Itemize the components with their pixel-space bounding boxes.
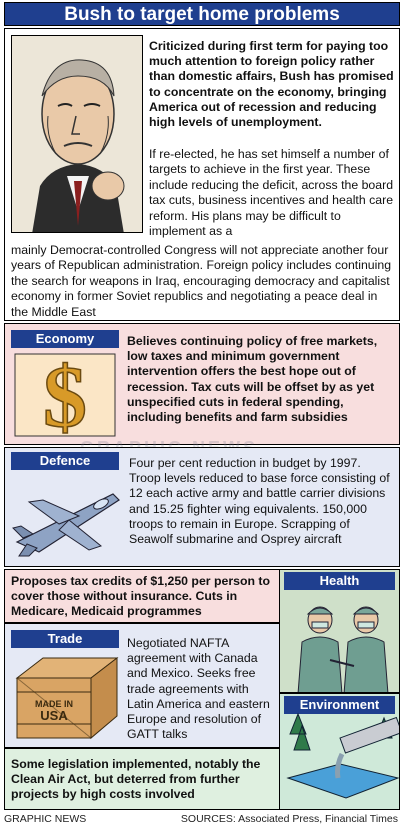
surgeons-illustration (279, 569, 400, 693)
shipping-crate-icon (13, 652, 121, 742)
health-text: Proposes tax credits of $1,250 per person to cover those without insurance. Cuts in Medicare, Medicaid programmes (11, 574, 271, 619)
footer-credit: GRAPHIC NEWS (4, 813, 87, 825)
footer-sources: SOURCES: Associated Press, Financial Times (180, 813, 398, 825)
svg-text:$: $ (43, 352, 87, 438)
defence-label: Defence (11, 452, 119, 470)
defence-panel (4, 447, 400, 567)
trade-panel (4, 623, 279, 748)
page-title: Bush to target home problems (4, 2, 400, 26)
intro-body-continued: mainly Democrat-controlled Congress will not appreciate another four years of Republican administration. Foreign policy includes continuing the search for weapons in Iraq, encouraging democracy and capitalist economy in former Soviet republics and negotiating a peace deal in the Middle East (11, 243, 392, 319)
intro-body-text: If re-elected, he has set himself a number of targets to achieve in the first year. These include reducing the deficit, across the board tax cuts, business incentives and health care reform. His plans may be difficult to implement as a (149, 147, 394, 239)
economy-label: Economy (11, 330, 119, 348)
trade-text: Negotiated NAFTA agreement with Canada and Mexico. Seeks free trade agreements with Latin America and eastern Europe and resolution of GATT talks (127, 636, 270, 742)
economy-panel (4, 323, 400, 445)
health-label: Health (284, 572, 395, 590)
fighter-jet-icon (9, 472, 125, 564)
crate-text-usa: USA (40, 708, 68, 723)
intro-lead-text: Criticized during first term for paying too much attention to foreign policy rather than domestic affairs, Bush has promised to concentrate on the economy, bringing America out of recession and reducing high levels of unemployment. (149, 39, 394, 130)
intro-section (4, 28, 400, 321)
dollar-sign-icon (13, 352, 117, 438)
environment-text: Some legislation implemented, notably the Clean Air Act, but deterred from further projects by high costs involved (11, 757, 261, 802)
footer (4, 812, 400, 827)
crate-text-made-in: MADE IN (35, 699, 73, 709)
trade-label: Trade (11, 630, 119, 648)
defence-text: Four per cent reduction in budget by 1997. Troop levels reduced to base force consisting of 12 each active army and battle carrier divisions and 15.25 fighter wing equivalents. 150,000 troops to remain in Europe. Scrapping of Seawolf submarine and Osprey aircraft (129, 456, 390, 547)
economy-text: Believes continuing policy of free markets, low taxes and minimum government intervention offers the best hope out of recession. Tax cuts will be offset by as yet unspecified cuts in federal spending, including benefits and farm subsidies (127, 334, 378, 425)
bush-portrait-illustration (11, 35, 143, 233)
environment-label: Environment (284, 696, 395, 714)
health-panel (4, 569, 279, 623)
environment-panel (4, 748, 279, 810)
pollution-pipe-illustration (279, 693, 400, 810)
